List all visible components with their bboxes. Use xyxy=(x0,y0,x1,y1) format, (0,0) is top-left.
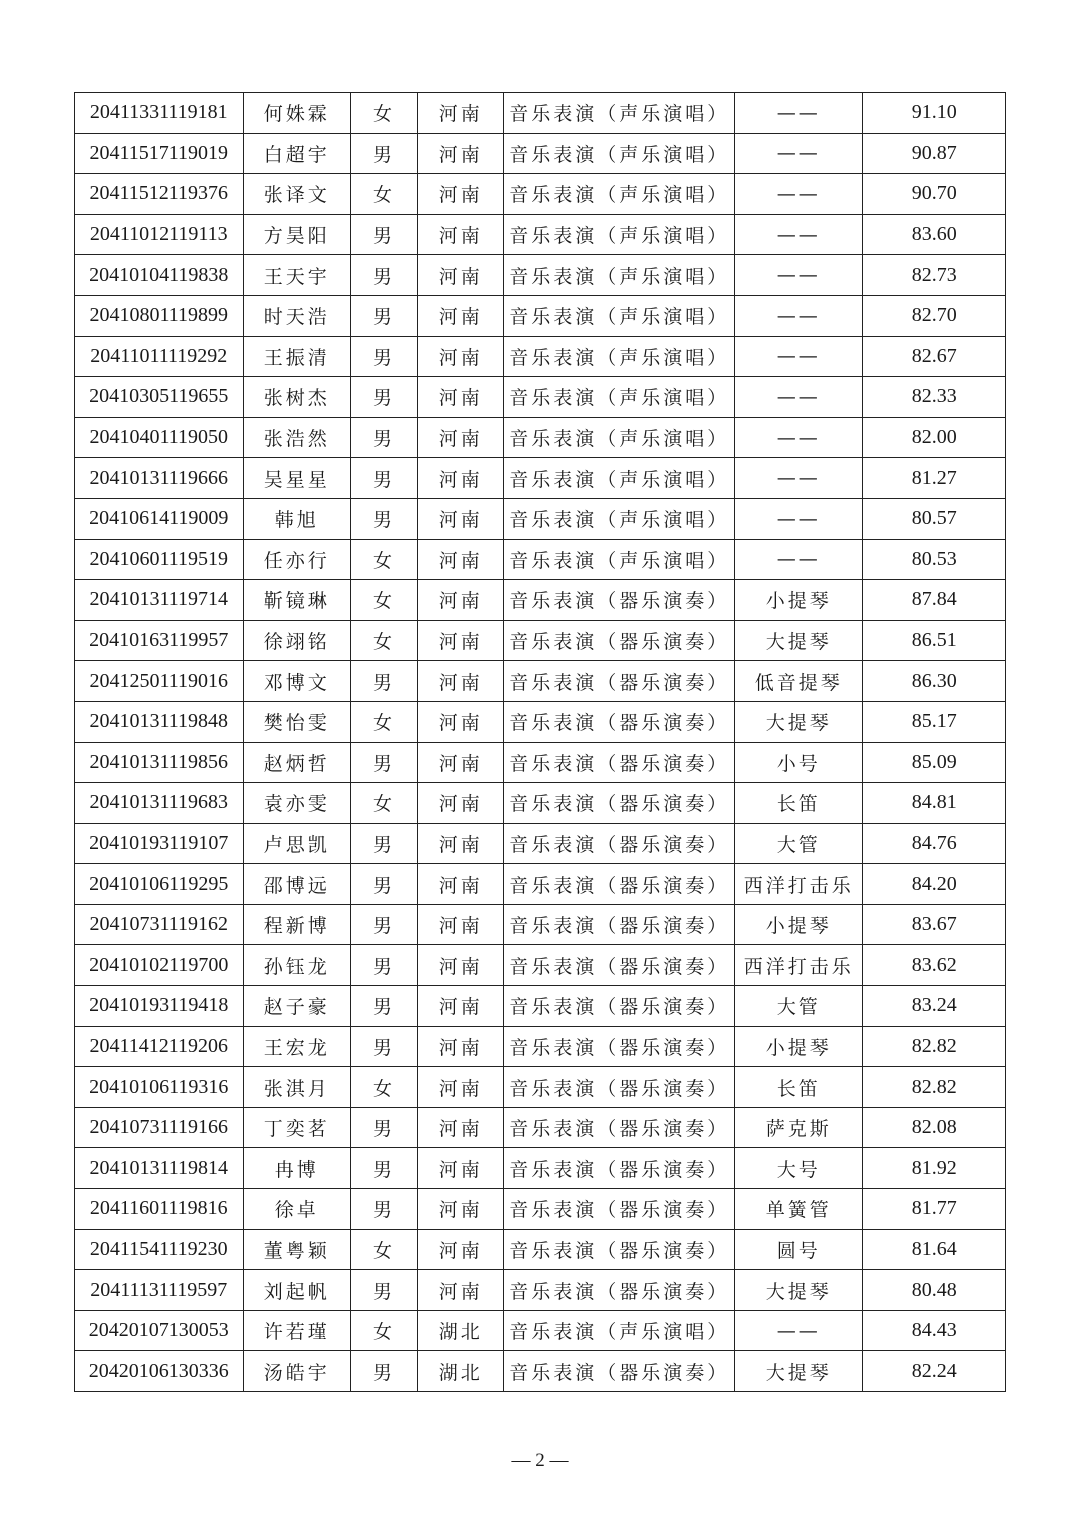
cell-province: 河南 xyxy=(418,93,504,134)
cell-province: 河南 xyxy=(418,661,504,702)
cell-instrument: —— xyxy=(735,458,863,499)
cell-score: 82.00 xyxy=(863,417,1006,458)
cell-candidate-id: 20410131119814 xyxy=(75,1148,244,1189)
cell-gender: 男 xyxy=(350,214,417,255)
table-row xyxy=(75,1026,1006,1067)
table-row xyxy=(75,93,1006,134)
cell-instrument: —— xyxy=(735,133,863,174)
table-row xyxy=(75,864,1006,905)
cell-major: 音乐表演（器乐演奏） xyxy=(504,986,735,1027)
cell-candidate-id: 20410731119162 xyxy=(75,904,244,945)
cell-candidate-id: 20410131119714 xyxy=(75,580,244,621)
cell-name: 卢思凯 xyxy=(243,823,350,864)
cell-province: 河南 xyxy=(418,742,504,783)
cell-gender: 男 xyxy=(350,1026,417,1067)
cell-instrument: 大管 xyxy=(735,986,863,1027)
table-row xyxy=(75,1148,1006,1189)
cell-candidate-id: 20411331119181 xyxy=(75,93,244,134)
page-number: — 2 — xyxy=(511,1450,569,1471)
table-row xyxy=(75,539,1006,580)
cell-score: 84.76 xyxy=(863,823,1006,864)
cell-gender: 男 xyxy=(350,1270,417,1311)
cell-province: 河南 xyxy=(418,1148,504,1189)
cell-instrument: 大提琴 xyxy=(735,1351,863,1392)
cell-score: 82.70 xyxy=(863,295,1006,336)
cell-gender: 男 xyxy=(350,904,417,945)
cell-name: 赵炳哲 xyxy=(243,742,350,783)
cell-instrument: 萨克斯 xyxy=(735,1107,863,1148)
cell-province: 河南 xyxy=(418,498,504,539)
cell-candidate-id: 20410131119848 xyxy=(75,701,244,742)
cell-province: 河南 xyxy=(418,1107,504,1148)
cell-name: 时天浩 xyxy=(243,295,350,336)
cell-candidate-id: 20410305119655 xyxy=(75,377,244,418)
cell-candidate-id: 20411512119376 xyxy=(75,174,244,215)
cell-major: 音乐表演（器乐演奏） xyxy=(504,1270,735,1311)
table-row xyxy=(75,458,1006,499)
cell-province: 河南 xyxy=(418,783,504,824)
cell-province: 河南 xyxy=(418,539,504,580)
cell-instrument: 小提琴 xyxy=(735,1026,863,1067)
cell-major: 音乐表演（器乐演奏） xyxy=(504,620,735,661)
cell-score: 82.82 xyxy=(863,1067,1006,1108)
table-row xyxy=(75,580,1006,621)
cell-score: 81.77 xyxy=(863,1189,1006,1230)
cell-province: 河南 xyxy=(418,1189,504,1230)
cell-province: 河南 xyxy=(418,295,504,336)
cell-gender: 男 xyxy=(350,498,417,539)
cell-province: 河南 xyxy=(418,986,504,1027)
cell-instrument: 低音提琴 xyxy=(735,661,863,702)
cell-gender: 男 xyxy=(350,1351,417,1392)
cell-major: 音乐表演（声乐演唱） xyxy=(504,133,735,174)
cell-province: 河南 xyxy=(418,1270,504,1311)
cell-gender: 男 xyxy=(350,417,417,458)
cell-instrument: —— xyxy=(735,93,863,134)
cell-instrument: 大提琴 xyxy=(735,701,863,742)
cell-name: 张浩然 xyxy=(243,417,350,458)
table-row xyxy=(75,823,1006,864)
cell-province: 河南 xyxy=(418,255,504,296)
table-row xyxy=(75,1270,1006,1311)
cell-score: 84.20 xyxy=(863,864,1006,905)
cell-gender: 女 xyxy=(350,580,417,621)
cell-candidate-id: 20410614119009 xyxy=(75,498,244,539)
cell-score: 90.70 xyxy=(863,174,1006,215)
cell-score: 80.53 xyxy=(863,539,1006,580)
cell-instrument: —— xyxy=(735,417,863,458)
cell-major: 音乐表演（声乐演唱） xyxy=(504,336,735,377)
cell-instrument: 圆号 xyxy=(735,1229,863,1270)
cell-score: 82.08 xyxy=(863,1107,1006,1148)
cell-candidate-id: 20410401119050 xyxy=(75,417,244,458)
cell-province: 湖北 xyxy=(418,1310,504,1351)
cell-candidate-id: 20410193119107 xyxy=(75,823,244,864)
cell-score: 82.82 xyxy=(863,1026,1006,1067)
cell-province: 河南 xyxy=(418,417,504,458)
cell-name: 张淇月 xyxy=(243,1067,350,1108)
table-row xyxy=(75,986,1006,1027)
cell-province: 河南 xyxy=(418,174,504,215)
cell-gender: 女 xyxy=(350,783,417,824)
cell-candidate-id: 20412501119016 xyxy=(75,661,244,702)
table-row xyxy=(75,417,1006,458)
cell-name: 方昊阳 xyxy=(243,214,350,255)
cell-major: 音乐表演（声乐演唱） xyxy=(504,295,735,336)
cell-gender: 女 xyxy=(350,1229,417,1270)
cell-name: 邵博远 xyxy=(243,864,350,905)
cell-score: 81.27 xyxy=(863,458,1006,499)
table-row xyxy=(75,1067,1006,1108)
cell-major: 音乐表演（器乐演奏） xyxy=(504,661,735,702)
cell-province: 河南 xyxy=(418,336,504,377)
cell-instrument: —— xyxy=(735,539,863,580)
cell-instrument: 长笛 xyxy=(735,783,863,824)
cell-candidate-id: 20411412119206 xyxy=(75,1026,244,1067)
cell-candidate-id: 20411011119292 xyxy=(75,336,244,377)
cell-province: 河南 xyxy=(418,1229,504,1270)
cell-gender: 男 xyxy=(350,742,417,783)
cell-major: 音乐表演（器乐演奏） xyxy=(504,701,735,742)
cell-major: 音乐表演（声乐演唱） xyxy=(504,255,735,296)
cell-province: 河南 xyxy=(418,701,504,742)
cell-score: 84.81 xyxy=(863,783,1006,824)
table-row xyxy=(75,742,1006,783)
cell-instrument: 大提琴 xyxy=(735,1270,863,1311)
table-row xyxy=(75,214,1006,255)
cell-name: 张译文 xyxy=(243,174,350,215)
cell-gender: 男 xyxy=(350,945,417,986)
cell-score: 83.60 xyxy=(863,214,1006,255)
cell-gender: 男 xyxy=(350,864,417,905)
cell-score: 90.87 xyxy=(863,133,1006,174)
cell-major: 音乐表演（声乐演唱） xyxy=(504,214,735,255)
cell-name: 白超宇 xyxy=(243,133,350,174)
cell-province: 河南 xyxy=(418,904,504,945)
cell-major: 音乐表演（器乐演奏） xyxy=(504,1351,735,1392)
cell-gender: 男 xyxy=(350,661,417,702)
cell-score: 81.64 xyxy=(863,1229,1006,1270)
cell-candidate-id: 20410106119295 xyxy=(75,864,244,905)
cell-name: 吴星星 xyxy=(243,458,350,499)
table-row xyxy=(75,295,1006,336)
cell-name: 冉博 xyxy=(243,1148,350,1189)
cell-major: 音乐表演（器乐演奏） xyxy=(504,1148,735,1189)
cell-major: 音乐表演（声乐演唱） xyxy=(504,417,735,458)
table-row xyxy=(75,1310,1006,1351)
cell-province: 河南 xyxy=(418,458,504,499)
cell-major: 音乐表演（器乐演奏） xyxy=(504,823,735,864)
cell-instrument: —— xyxy=(735,174,863,215)
cell-major: 音乐表演（器乐演奏） xyxy=(504,1026,735,1067)
cell-score: 81.92 xyxy=(863,1148,1006,1189)
cell-candidate-id: 20410102119700 xyxy=(75,945,244,986)
cell-major: 音乐表演（器乐演奏） xyxy=(504,1229,735,1270)
cell-candidate-id: 20410163119957 xyxy=(75,620,244,661)
table-row xyxy=(75,133,1006,174)
cell-instrument: 小号 xyxy=(735,742,863,783)
cell-candidate-id: 20410801119899 xyxy=(75,295,244,336)
cell-instrument: —— xyxy=(735,255,863,296)
cell-name: 王宏龙 xyxy=(243,1026,350,1067)
cell-candidate-id: 20410193119418 xyxy=(75,986,244,1027)
cell-major: 音乐表演（器乐演奏） xyxy=(504,945,735,986)
cell-major: 音乐表演（声乐演唱） xyxy=(504,498,735,539)
cell-province: 湖北 xyxy=(418,1351,504,1392)
cell-score: 82.73 xyxy=(863,255,1006,296)
cell-gender: 女 xyxy=(350,1067,417,1108)
cell-province: 河南 xyxy=(418,580,504,621)
cell-candidate-id: 20410731119166 xyxy=(75,1107,244,1148)
cell-province: 河南 xyxy=(418,214,504,255)
cell-gender: 男 xyxy=(350,1107,417,1148)
table-row xyxy=(75,620,1006,661)
cell-gender: 男 xyxy=(350,336,417,377)
cell-score: 82.67 xyxy=(863,336,1006,377)
cell-candidate-id: 20420107130053 xyxy=(75,1310,244,1351)
cell-instrument: —— xyxy=(735,214,863,255)
table-row xyxy=(75,255,1006,296)
cell-gender: 女 xyxy=(350,93,417,134)
cell-candidate-id: 20411601119816 xyxy=(75,1189,244,1230)
cell-gender: 男 xyxy=(350,1148,417,1189)
results-table xyxy=(74,92,1006,1392)
cell-instrument: 长笛 xyxy=(735,1067,863,1108)
cell-score: 87.84 xyxy=(863,580,1006,621)
cell-name: 赵子豪 xyxy=(243,986,350,1027)
table-row xyxy=(75,1107,1006,1148)
cell-major: 音乐表演（声乐演唱） xyxy=(504,174,735,215)
cell-major: 音乐表演（器乐演奏） xyxy=(504,904,735,945)
cell-gender: 女 xyxy=(350,539,417,580)
cell-score: 82.33 xyxy=(863,377,1006,418)
cell-gender: 男 xyxy=(350,377,417,418)
table-row xyxy=(75,945,1006,986)
cell-major: 音乐表演（声乐演唱） xyxy=(504,539,735,580)
cell-province: 河南 xyxy=(418,864,504,905)
table-row xyxy=(75,1351,1006,1392)
cell-major: 音乐表演（声乐演唱） xyxy=(504,1310,735,1351)
cell-major: 音乐表演（器乐演奏） xyxy=(504,1189,735,1230)
cell-instrument: —— xyxy=(735,498,863,539)
cell-score: 83.24 xyxy=(863,986,1006,1027)
cell-province: 河南 xyxy=(418,1026,504,1067)
cell-name: 董粤颖 xyxy=(243,1229,350,1270)
table-row xyxy=(75,1189,1006,1230)
cell-instrument: 大管 xyxy=(735,823,863,864)
cell-instrument: 大提琴 xyxy=(735,620,863,661)
cell-score: 86.51 xyxy=(863,620,1006,661)
results-table-body xyxy=(75,93,1006,1392)
cell-candidate-id: 20410131119666 xyxy=(75,458,244,499)
cell-major: 音乐表演（声乐演唱） xyxy=(504,377,735,418)
cell-score: 84.43 xyxy=(863,1310,1006,1351)
cell-name: 邓博文 xyxy=(243,661,350,702)
cell-gender: 女 xyxy=(350,174,417,215)
cell-name: 许若瑾 xyxy=(243,1310,350,1351)
cell-name: 靳镜琳 xyxy=(243,580,350,621)
cell-instrument: —— xyxy=(735,336,863,377)
cell-instrument: —— xyxy=(735,377,863,418)
cell-gender: 男 xyxy=(350,295,417,336)
cell-name: 刘起帆 xyxy=(243,1270,350,1311)
table-row xyxy=(75,498,1006,539)
cell-name: 孙钰龙 xyxy=(243,945,350,986)
cell-gender: 男 xyxy=(350,986,417,1027)
table-row xyxy=(75,336,1006,377)
cell-candidate-id: 20420106130336 xyxy=(75,1351,244,1392)
cell-gender: 男 xyxy=(350,1189,417,1230)
cell-province: 河南 xyxy=(418,945,504,986)
cell-province: 河南 xyxy=(418,823,504,864)
cell-score: 85.17 xyxy=(863,701,1006,742)
cell-score: 91.10 xyxy=(863,93,1006,134)
cell-name: 王振清 xyxy=(243,336,350,377)
cell-name: 樊怡雯 xyxy=(243,701,350,742)
cell-major: 音乐表演（器乐演奏） xyxy=(504,580,735,621)
cell-score: 80.57 xyxy=(863,498,1006,539)
table-row xyxy=(75,661,1006,702)
cell-candidate-id: 20410601119519 xyxy=(75,539,244,580)
cell-score: 83.62 xyxy=(863,945,1006,986)
cell-name: 程新博 xyxy=(243,904,350,945)
cell-major: 音乐表演（声乐演唱） xyxy=(504,458,735,499)
cell-province: 河南 xyxy=(418,133,504,174)
cell-gender: 女 xyxy=(350,1310,417,1351)
cell-major: 音乐表演（器乐演奏） xyxy=(504,742,735,783)
cell-instrument: 大号 xyxy=(735,1148,863,1189)
cell-name: 徐翊铭 xyxy=(243,620,350,661)
cell-gender: 男 xyxy=(350,458,417,499)
cell-major: 音乐表演（器乐演奏） xyxy=(504,783,735,824)
cell-candidate-id: 20410131119856 xyxy=(75,742,244,783)
cell-score: 83.67 xyxy=(863,904,1006,945)
cell-instrument: —— xyxy=(735,1310,863,1351)
table-row xyxy=(75,1229,1006,1270)
cell-name: 徐卓 xyxy=(243,1189,350,1230)
cell-gender: 男 xyxy=(350,823,417,864)
cell-instrument: 小提琴 xyxy=(735,904,863,945)
cell-score: 80.48 xyxy=(863,1270,1006,1311)
cell-instrument: —— xyxy=(735,295,863,336)
cell-candidate-id: 20410104119838 xyxy=(75,255,244,296)
cell-gender: 男 xyxy=(350,255,417,296)
cell-name: 何姝霖 xyxy=(243,93,350,134)
cell-major: 音乐表演（器乐演奏） xyxy=(504,1067,735,1108)
cell-score: 82.24 xyxy=(863,1351,1006,1392)
cell-name: 丁奕茗 xyxy=(243,1107,350,1148)
cell-province: 河南 xyxy=(418,1067,504,1108)
cell-instrument: 单簧管 xyxy=(735,1189,863,1230)
cell-gender: 女 xyxy=(350,620,417,661)
cell-name: 汤皓宇 xyxy=(243,1351,350,1392)
table-row xyxy=(75,783,1006,824)
cell-name: 任亦行 xyxy=(243,539,350,580)
cell-gender: 男 xyxy=(350,133,417,174)
cell-instrument: 小提琴 xyxy=(735,580,863,621)
cell-score: 86.30 xyxy=(863,661,1006,702)
cell-name: 袁亦雯 xyxy=(243,783,350,824)
cell-gender: 女 xyxy=(350,701,417,742)
cell-instrument: 西洋打击乐 xyxy=(735,945,863,986)
cell-name: 张树杰 xyxy=(243,377,350,418)
cell-province: 河南 xyxy=(418,620,504,661)
cell-candidate-id: 20411012119113 xyxy=(75,214,244,255)
cell-candidate-id: 20411541119230 xyxy=(75,1229,244,1270)
cell-candidate-id: 20411131119597 xyxy=(75,1270,244,1311)
cell-score: 85.09 xyxy=(863,742,1006,783)
table-row xyxy=(75,701,1006,742)
table-row xyxy=(75,904,1006,945)
cell-major: 音乐表演（器乐演奏） xyxy=(504,864,735,905)
table-row xyxy=(75,377,1006,418)
cell-candidate-id: 20410131119683 xyxy=(75,783,244,824)
cell-candidate-id: 20410106119316 xyxy=(75,1067,244,1108)
cell-candidate-id: 20411517119019 xyxy=(75,133,244,174)
cell-major: 音乐表演（声乐演唱） xyxy=(504,93,735,134)
cell-name: 王天宇 xyxy=(243,255,350,296)
cell-major: 音乐表演（器乐演奏） xyxy=(504,1107,735,1148)
cell-instrument: 西洋打击乐 xyxy=(735,864,863,905)
cell-name: 韩旭 xyxy=(243,498,350,539)
cell-province: 河南 xyxy=(418,377,504,418)
table-row xyxy=(75,174,1006,215)
